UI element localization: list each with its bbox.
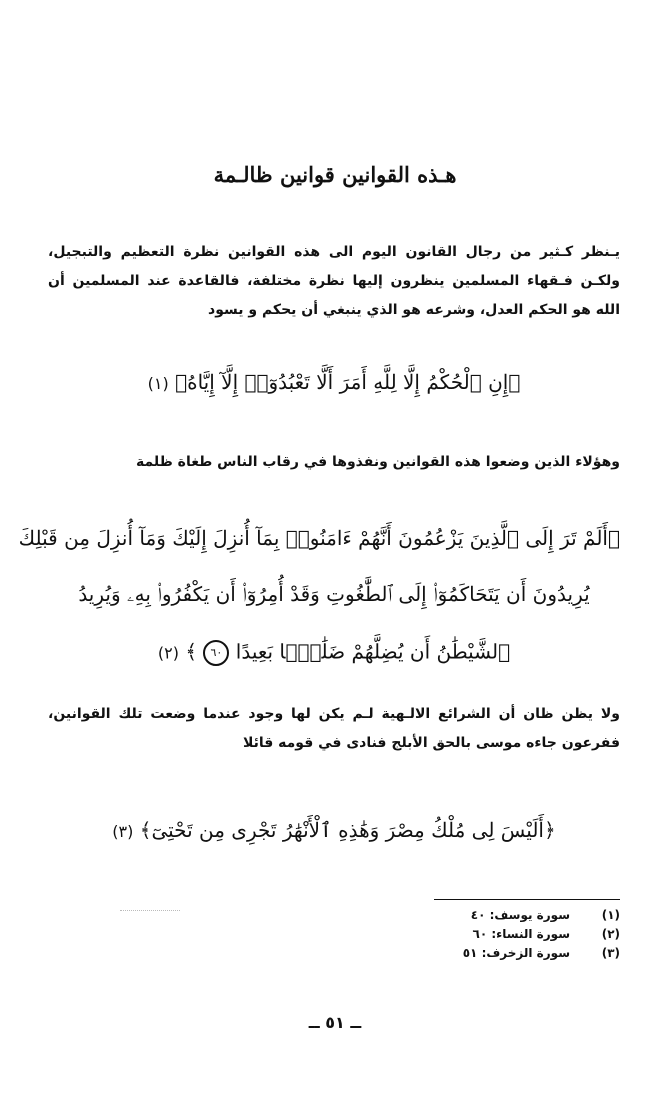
footnote-text: سورة النساء: ٦٠ [472, 927, 570, 941]
paragraph-pharaoh: ولا يظن ظان أن الشرائع الالـهية لـم يكن لها وجود عندما وضعت تلك القوانين، ففرعون جاءه موسى بالحق الأبلج فنادى في قومه قائلا [48, 706, 620, 751]
quran-verse-2 [18, 526, 620, 668]
footnote-item [320, 925, 620, 944]
verse-2-line-2: يُرِيدُونَ أَن يَتَحَاكَمُوٓا۟ إِلَى ٱلطَّٰغُوتِ وَقَدْ أُمِرُوٓا۟ أَن يَكْفُرُوا۟ بِهِۦ وَيُرِيدُ [78, 582, 590, 606]
quran-verse-3 [48, 820, 620, 842]
verse-2-line-1: ﴿أَلَمْ تَرَ إِلَى ٱلَّذِينَ يَزْعُمُونَ أَنَّهُمْ ءَامَنُوا۟ بِمَآ أُنزِلَ إِلَيْكَ وَمَآ أُنزِلَ مِن قَبْلِكَ [18, 526, 620, 550]
footnote-number: (١) [601, 908, 620, 922]
paragraph-intro: يـنظر كـثير من رجال القانون اليوم الى هذه القوانين نظرة التعظيم والتبجيل، ولكـن فـقهاء المسلمين ينظرون إليها نظرة مختلفة، فالقاعدة عند المسلمين أن الله هو الحكم العدل، وشرعه هو الذي ينبغي أن يحكم و يسود [48, 244, 620, 318]
ayah-number-icon: ٦٠ [203, 640, 229, 666]
verse-1-footnote-ref: (١) [147, 374, 169, 393]
verse-2-line-3 [48, 640, 620, 666]
footnote-item [320, 944, 620, 963]
verse-1-text: ﴿إِنِ ٱلْحُكْمُ إِلَّا لِلَّهِ أَمَرَ أَلَّا تَعْبُدُوٓا۟ إِلَّآ إِيَّاهُ﴾ [175, 370, 521, 394]
verse-2-close-bracket: ﴾ [185, 639, 198, 664]
footnote-separator [434, 899, 620, 900]
verse-2-footnote-ref: (٢) [157, 643, 179, 663]
footnote-text: سورة الزخرف: ٥١ [462, 946, 570, 960]
verse-3-text: ﴿أَلَيْسَ لِى مُلْكُ مِصْرَ وَهَٰذِهِ ٱلْأَنْهَٰرُ تَجْرِى مِن تَحْتِىٓ﴾ [139, 818, 556, 842]
scan-artifact-divider [120, 910, 180, 911]
page-title: هـذه القوانين قوانين ظالـمة [213, 162, 457, 187]
quran-verse-1 [48, 372, 620, 394]
footnote-item [320, 906, 620, 925]
verse-3-footnote-ref: (٣) [112, 822, 134, 841]
page-number: ــ ٥١ ــ [308, 1013, 362, 1032]
footnote-number: (٣) [601, 946, 620, 960]
footnotes [320, 906, 620, 963]
paragraph-tyrants: وهؤلاء الذين وضعوا هذه القوانين ونفذوها في رقاب الناس طغاة ظلمة [136, 454, 620, 470]
verse-2-line-3-text: ٱلشَّيْطَٰنُ أَن يُضِلَّهُمْ ضَلَٰلًۢا بَعِيدًا [235, 639, 511, 664]
footnote-text: سورة يوسف: ٤٠ [470, 908, 570, 922]
footnote-number: (٢) [601, 927, 620, 941]
